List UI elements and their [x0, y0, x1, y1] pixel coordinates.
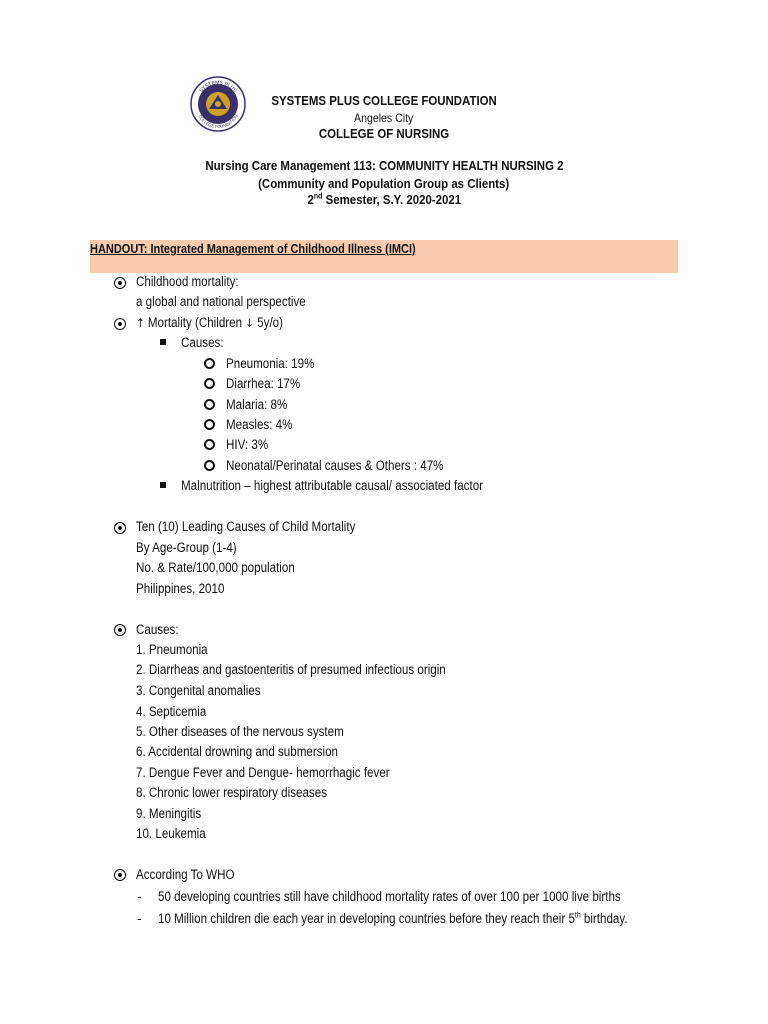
ring-bullet-icon	[204, 460, 215, 471]
causes-label: Causes:	[181, 335, 224, 350]
section2-line3: No. & Rate/100,000 population	[136, 560, 295, 575]
malnutrition-line: Malnutrition – highest attributable causal/ associated factor	[181, 478, 484, 493]
leading-cause-item: 3. Congenital anomalies	[136, 683, 261, 698]
semester-line: 2nd Semester, S.Y. 2020-2021	[307, 191, 461, 207]
section2-title: Ten (10) Leading Causes of Child Mortality	[136, 519, 356, 534]
section1-line1: Childhood mortality:	[136, 274, 239, 289]
ring-bullet-icon	[204, 399, 215, 410]
who-point-1: 50 developing countries still have childhood mortality rates of over 100 per 1000 live births	[158, 889, 621, 904]
who-point-2: 10 Million children die each year in developing countries before they reach their 5th birthday.	[158, 910, 628, 926]
leading-cause-item: 10. Leukemia	[136, 826, 206, 841]
leading-cause-item: 2. Diarrheas and gastoenteritis of presumed infectious origin	[136, 662, 446, 677]
city-name: Angeles City	[354, 111, 414, 125]
cause-item: Diarrhea: 17%	[226, 376, 301, 391]
handout-title: HANDOUT: Integrated Management of Childhood Illness (IMCI)	[90, 242, 416, 256]
college-name: COLLEGE OF NURSING	[318, 126, 450, 141]
course-subtitle: (Community and Population Group as Clients)	[258, 176, 510, 191]
dash-bullet: -	[137, 889, 142, 904]
square-bullet-icon	[160, 482, 166, 488]
course-title: Nursing Care Management 113: COMMUNITY HEALTH NURSING 2	[204, 158, 564, 173]
section2-line2: By Age-Group (1-4)	[136, 540, 237, 555]
arrow-up-icon: ↑	[136, 316, 145, 330]
target-bullet-icon	[114, 869, 126, 881]
leading-cause-item: 6. Accidental drowning and submersion	[136, 744, 339, 759]
section1-line2: a global and national perspective	[136, 294, 306, 309]
logo-text-bottom: COLLEGE FOUNDATION	[197, 113, 239, 130]
ring-bullet-icon	[204, 439, 215, 450]
leading-cause-item: 7. Dengue Fever and Dengue- hemorrhagic fever	[136, 765, 390, 780]
ring-bullet-icon	[204, 419, 215, 430]
section4-label: According To WHO	[136, 867, 235, 882]
leading-cause-item: 8. Chronic lower respiratory diseases	[136, 785, 328, 800]
cause-item: Neonatal/Perinatal causes & Others : 47%	[226, 458, 444, 473]
dash-bullet: -	[137, 911, 142, 926]
cause-item: Malaria: 8%	[226, 397, 288, 412]
ring-bullet-icon	[204, 378, 215, 389]
target-bullet-icon	[114, 624, 126, 636]
cause-item: HIV: 3%	[226, 437, 269, 452]
institution-name: SYSTEMS PLUS COLLEGE FOUNDATION	[271, 93, 497, 108]
section2-line4: Philippines, 2010	[136, 581, 225, 596]
mortality-line: ↑ Mortality (Children ↓ 5y/o)	[136, 315, 283, 330]
ring-bullet-icon	[204, 358, 215, 369]
target-bullet-icon	[114, 277, 126, 289]
leading-cause-item: 4. Septicemia	[136, 704, 207, 719]
cause-item: Measles: 4%	[226, 417, 293, 432]
square-bullet-icon	[160, 339, 166, 345]
arrow-down-icon: ↓	[245, 316, 254, 330]
target-bullet-icon	[114, 318, 126, 330]
logo-text-top: SYSTEMS PLUS	[198, 79, 238, 94]
cause-item: Pneumonia: 19%	[226, 356, 315, 371]
section3-label: Causes:	[136, 622, 179, 637]
leading-cause-item: 5. Other diseases of the nervous system	[136, 724, 344, 739]
target-bullet-icon	[114, 522, 126, 534]
leading-cause-item: 1. Pneumonia	[136, 642, 208, 657]
leading-cause-item: 9. Meningitis	[136, 806, 202, 821]
